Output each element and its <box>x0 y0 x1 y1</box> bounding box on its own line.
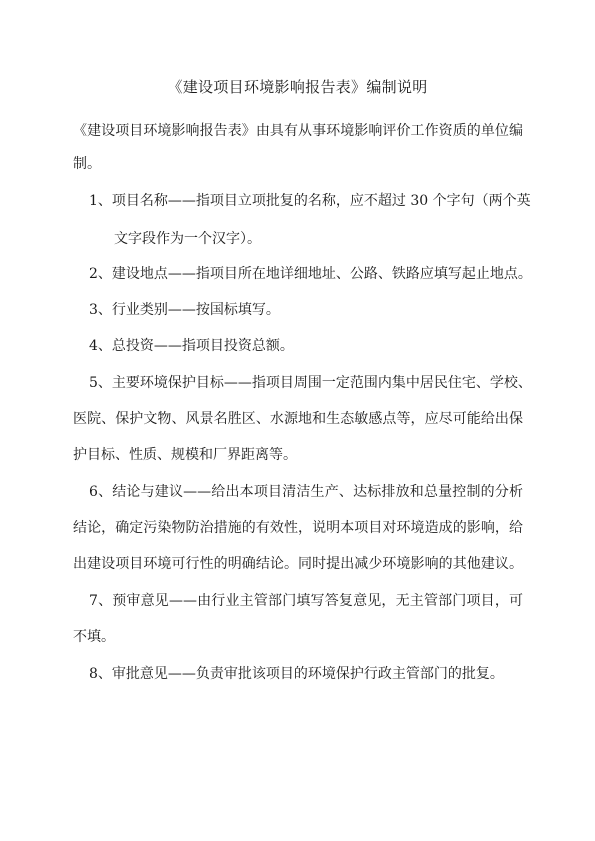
item-1-line-2: 文字段作为一个汉字）。 <box>114 231 261 247</box>
item-8-line-1: 8、审批意见——负责审批该项目的环境保护行政主管部门的批复。 <box>89 666 504 682</box>
item-5-line-2: 医院、保护文物、风景名胜区、水源地和生态敏感点等，应尽可能给出保 <box>73 411 523 427</box>
item-6-line-2: 结论，确定污染物防治措施的有效性，说明本项目对环境造成的影响，给 <box>73 520 523 536</box>
item-6-line-3: 出建设项目环境可行性的明确结论。同时提出减少环境影响的其他建议。 <box>73 556 523 572</box>
intro-line-1: 《建设项目环境影响报告表》由具有从事环境影响评价工作资质的单位编 <box>73 123 523 139</box>
item-2-line-1: 2、建设地点——指项目所在地详细地址、公路、铁路应填写起止地点。 <box>89 266 532 282</box>
item-7-line-1: 7、预审意见——由行业主管部门填写答复意见，无主管部门项目，可 <box>89 593 523 609</box>
item-7-line-2: 不填。 <box>73 629 115 645</box>
item-5-line-3: 护目标、性质、规模和厂界距离等。 <box>73 447 297 463</box>
item-4-line-1: 4、总投资——指项目投资总额。 <box>89 338 294 354</box>
item-5-line-1: 5、主要环境保护目标——指项目周围一定范围内集中居民住宅、学校、 <box>89 375 532 391</box>
document-title: 《建设项目环境影响报告表》编制说明 <box>167 78 428 96</box>
item-1-line-1: 1、项目名称——指项目立项批复的名称，应不超过 30 个字句（两个英 <box>89 193 531 209</box>
item-3-line-1: 3、行业类别——按国标填写。 <box>89 302 280 318</box>
item-6-line-1: 6、结论与建议——给出本项目清洁生产、达标排放和总量控制的分析 <box>89 484 523 500</box>
intro-line-2: 制。 <box>73 156 101 172</box>
